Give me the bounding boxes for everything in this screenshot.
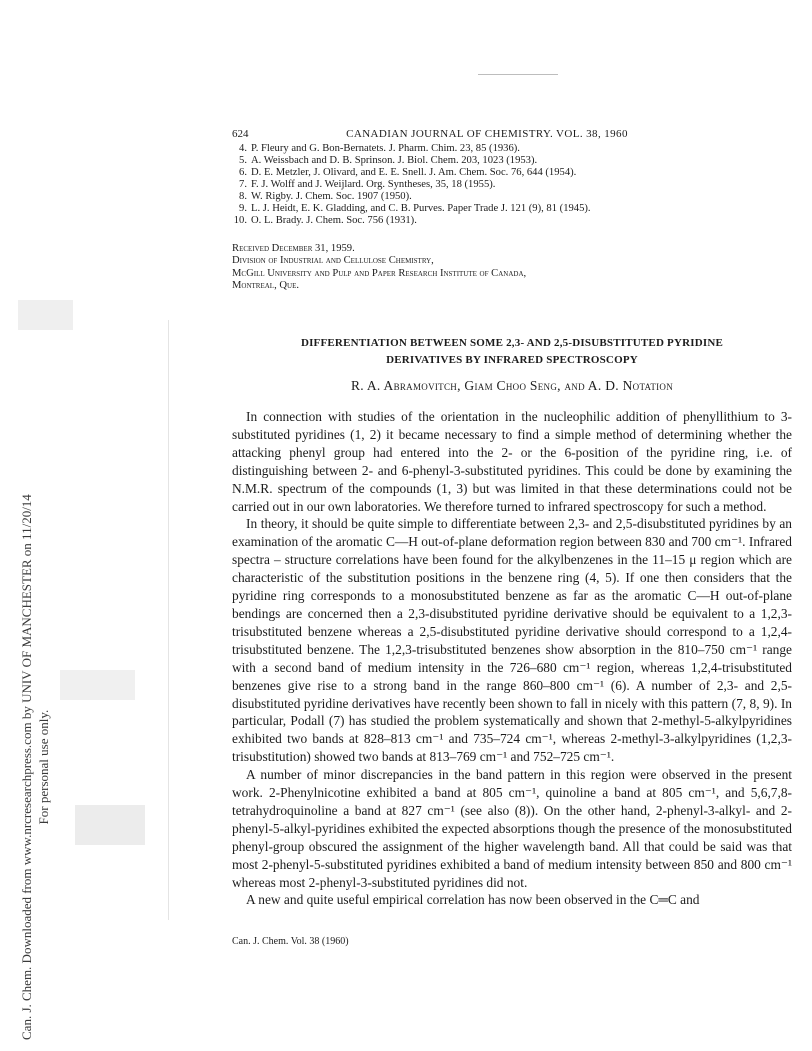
article-authors: R. A. Abramovitch, Giam Choo Seng, and A. D. Notation [350, 378, 674, 393]
reference-text: D. E. Metzler, J. Olivard, and E. E. Snell. J. Am. Chem. Soc. 76, 644 (1954). [251, 167, 577, 178]
reference-item [232, 191, 792, 203]
reference-number: 5. [239, 155, 247, 166]
scan-artifact [478, 74, 558, 75]
reference-text: W. Rigby. J. Chem. Soc. 1907 (1950). [251, 191, 412, 202]
reference-item [232, 203, 792, 215]
running-head [232, 127, 792, 141]
title-line-1: DIFFERENTIATION BETWEEN SOME 2,3- AND 2,5-DISUBSTITUTED PYRIDINE [300, 337, 724, 349]
page-number: 624 [232, 128, 249, 140]
reference-number: 4. [239, 143, 247, 154]
reference-number: 6. [239, 167, 247, 178]
reference-item [232, 179, 792, 191]
reference-item [232, 143, 792, 155]
article-body [232, 408, 792, 909]
body-paragraph: A new and quite useful empirical correlation has now been observed in the C═C and [246, 892, 700, 908]
body-paragraph: In connection with studies of the orientation in the nucleophilic addition of phenyllithium to 3-substituted pyridines (1, 2) it became necessary to find a simple method of determining whether the attacking phenyl group had entered into the 2- or the 6-position of the pyridine ring, i.e. of distinguishing between 2- and 6-phenyl-3-substituted pyridines. This could be done by examining the N.M.R. spectrum of the compounds (1, 3) but was limited in that these determinations could not be carried out in our own laboratories. We therefore turned to infrared spectroscopy for such a method. [232, 409, 792, 514]
citation-footer: Can. J. Chem. Vol. 38 (1960) [232, 936, 349, 947]
reference-list [232, 143, 792, 227]
received-block [232, 243, 792, 293]
watermark-line-1: Can. J. Chem. Downloaded from www.nrcresearchpress.com by UNIV OF MANCHESTER on 11/20/14 [19, 494, 34, 1040]
affiliation-institution: McGill University and Pulp and Paper Research Institute of Canada, [232, 267, 527, 279]
scan-artifact [18, 300, 73, 330]
scan-artifact [75, 805, 145, 845]
reference-number: 9. [239, 203, 247, 214]
reference-number: 7. [239, 179, 247, 190]
reference-text: L. J. Heidt, E. K. Gladding, and C. B. Purves. Paper Trade J. 121 (9), 81 (1945). [251, 203, 591, 214]
scan-artifact [168, 320, 169, 920]
reference-number: 10. [233, 215, 247, 226]
reference-item [232, 167, 792, 179]
reference-text: O. L. Brady. J. Chem. Soc. 756 (1931). [251, 215, 417, 226]
scan-artifact [60, 670, 135, 700]
received-date: Received December 31, 1959. [232, 243, 355, 254]
reference-text: A. Weissbach and D. B. Sprinson. J. Biol. Chem. 203, 1023 (1953). [251, 155, 538, 166]
watermark-line-2: For personal use only. [36, 709, 51, 825]
reference-item [232, 155, 792, 167]
download-watermark [18, 494, 52, 1040]
reference-number: 8. [239, 191, 247, 202]
title-line-2: DERIVATIVES BY INFRARED SPECTROSCOPY [386, 354, 638, 366]
body-paragraph: In theory, it should be quite simple to differentiate between 2,3- and 2,5-disubstituted pyridines by an examination of the aromatic C—H out-of-plane deformation region between 830 and 700 cm⁻¹. Infrared spectra – structure correlations have been found for the alkylbenzenes in the 11–15 μ region which are characteristic of the substitution positions in the benzene ring (4, 5). If one then considers that the pyridine ring corresponds to a monosubstituted benzene as far as the aromatic C—H out-of-plane bendings are concerned then a 2,3-disubstituted pyridine derivative should be equivalent to a 1,2,3-trisubstituted benzene whereas a 2,5-disubstituted pyridine derivative should correspond to a 1,2,4-trisubstituted benzene. The 1,2,3-trisubstituted benzenes show absorption in the 810–750 cm⁻¹ range with a second band of medium intensity in the 726–680 cm⁻¹ region, whereas 1,2,4-trisubstituted benzenes give rise to a strong band in the range 860–800 cm⁻¹ (6). A number of 2,3- and 2,5-disubstituted pyridine derivatives have recently been shown to fall in nicely with this pattern (7, 8, 9). In particular, Podall (7) has studied the problem systematically and shown that 2-methyl-5-alkylpyridines exhibited two bands at 828–813 cm⁻¹ and 735–724 cm⁻¹, whereas 2-methyl-3-alkylpyridines (1,2,3-trisubstitution) showed two bands at 813–769 cm⁻¹ and 752–725 cm⁻¹. [232, 516, 792, 765]
affiliation-division: Division of Industrial and Cellulose Chemistry, [232, 255, 434, 267]
reference-item [232, 215, 792, 227]
reference-text: P. Fleury and G. Bon-Bernatets. J. Pharm. Chim. 23, 85 (1936). [251, 143, 520, 154]
journal-title: CANADIAN JOURNAL OF CHEMISTRY. VOL. 38, 1960 [346, 128, 628, 140]
article-title [232, 335, 792, 369]
affiliation-city: Montreal, Que. [232, 280, 300, 292]
reference-text: F. J. Wolff and J. Weijlard. Org. Syntheses, 35, 18 (1955). [251, 179, 496, 190]
body-paragraph: A number of minor discrepancies in the band pattern in this region were observed in the present work. 2-Phenylnicotine exhibited a band at 805 cm⁻¹, quinoline a band at 805 cm⁻¹, and 5,6,7,8-tetrahydroquinoline a band at 827 cm⁻¹ (see also (8)). On the other hand, 2-phenyl-3-alkyl- and 2-phenyl-5-alkyl-pyridines exhibited the expected absorptions though the presence of the monosubstituted phenyl-group obscured the assignment of the higher wavelength band. All that could be said was that most 2-phenyl-5-substituted pyridines exhibited a band of medium intensity between 850 and 800 cm⁻¹ whereas most 2-phenyl-3-substituted pyridines did not. [232, 767, 792, 890]
